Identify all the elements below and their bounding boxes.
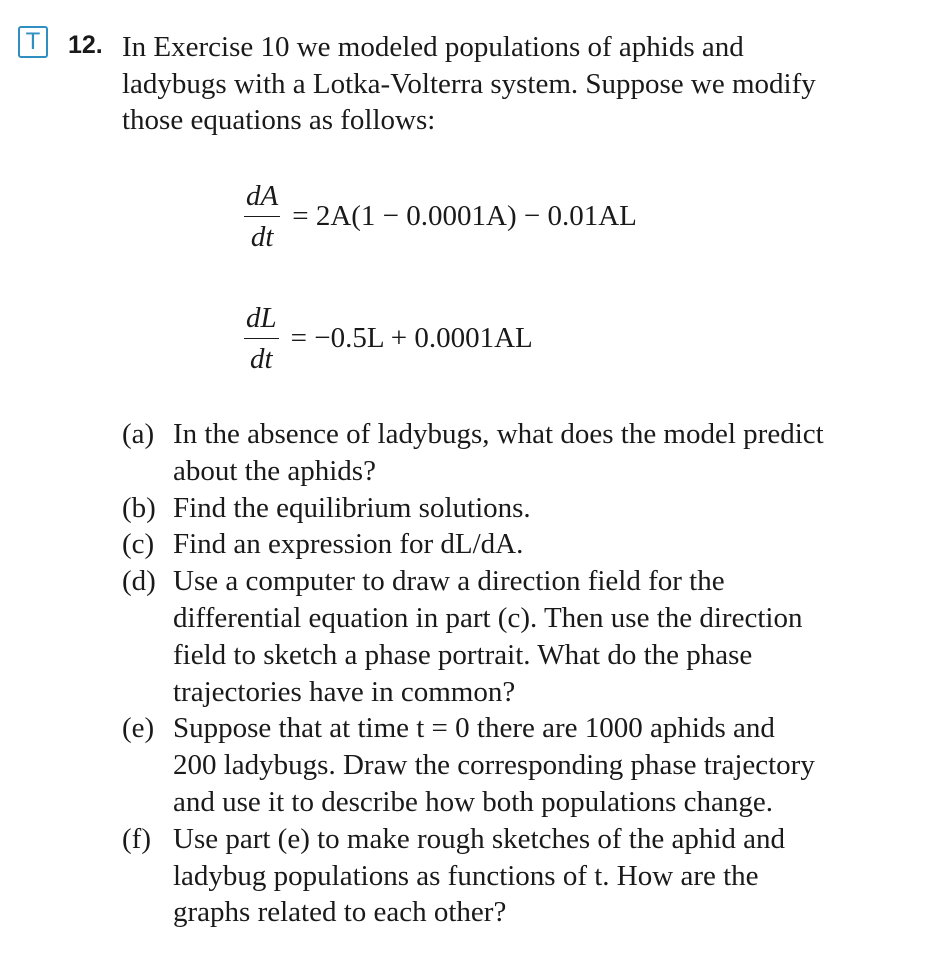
- part-text: [173, 563, 802, 710]
- equation-dA-dt: [244, 178, 637, 255]
- equation-rhs: = 2A(1 − 0.0001A) − 0.01AL: [292, 200, 637, 232]
- intro-line: In Exercise 10 we modeled populations of aphids and: [122, 31, 744, 63]
- part-label: (c): [122, 528, 155, 561]
- part-line: Use part (e) to make rough sketches of the aphid and: [173, 822, 786, 855]
- part-line: about the aphids?: [173, 454, 376, 487]
- exercise-intro: [122, 29, 816, 139]
- exercise-parts: [122, 416, 824, 931]
- part-d: [122, 563, 824, 710]
- equation-dL-dt: [244, 300, 533, 377]
- part-text: [173, 526, 523, 563]
- part-line: Use a computer to draw a direction field for the: [173, 565, 725, 598]
- part-label: (f): [122, 822, 151, 855]
- part-line: In the absence of ladybugs, what does the model predict: [173, 418, 824, 450]
- part-c: [122, 526, 824, 563]
- part-a: [122, 416, 824, 490]
- part-text: [173, 710, 815, 820]
- intro-line: ladybugs with a Lotka-Volterra system. Suppose we modify: [122, 67, 816, 100]
- part-label: (d): [122, 565, 156, 598]
- derivative-fraction: [244, 178, 280, 255]
- part-line: graphs related to each other?: [173, 896, 507, 929]
- part-text: [173, 821, 785, 931]
- part-line: differential equation in part (c). Then use the direction: [173, 601, 803, 634]
- fraction-denominator: dt: [250, 343, 273, 375]
- part-line: and use it to describe how both populations change.: [173, 785, 774, 818]
- part-line: field to sketch a phase portrait. What do the phase: [173, 638, 753, 671]
- fraction-numerator: dL: [244, 300, 279, 339]
- fraction-denominator: dt: [250, 221, 274, 253]
- fraction-numerator: dA: [244, 178, 280, 217]
- intro-line: those equations as follows:: [122, 104, 436, 136]
- part-text: [173, 490, 531, 527]
- equation-rhs: = −0.5L + 0.0001AL: [290, 322, 533, 354]
- part-line: 200 ladybugs. Draw the corresponding phase trajectory: [173, 749, 815, 782]
- part-label: (a): [122, 418, 155, 450]
- part-b: [122, 490, 824, 527]
- derivative-fraction: [244, 300, 279, 377]
- part-line: Find an expression for dL/dA.: [173, 528, 524, 561]
- part-f: [122, 821, 824, 931]
- part-line: ladybug populations as functions of t. How are the: [173, 859, 759, 892]
- part-e: [122, 710, 824, 820]
- part-label: (b): [122, 491, 156, 524]
- part-label: (e): [122, 712, 155, 745]
- part-text: [173, 416, 824, 490]
- part-line: Find the equilibrium solutions.: [173, 491, 531, 524]
- technology-badge-icon: T: [18, 26, 48, 58]
- exercise-number: 12.: [68, 31, 103, 59]
- part-line: trajectories have in common?: [173, 675, 516, 708]
- part-line: Suppose that at time t = 0 there are 1000 aphids and: [173, 712, 775, 745]
